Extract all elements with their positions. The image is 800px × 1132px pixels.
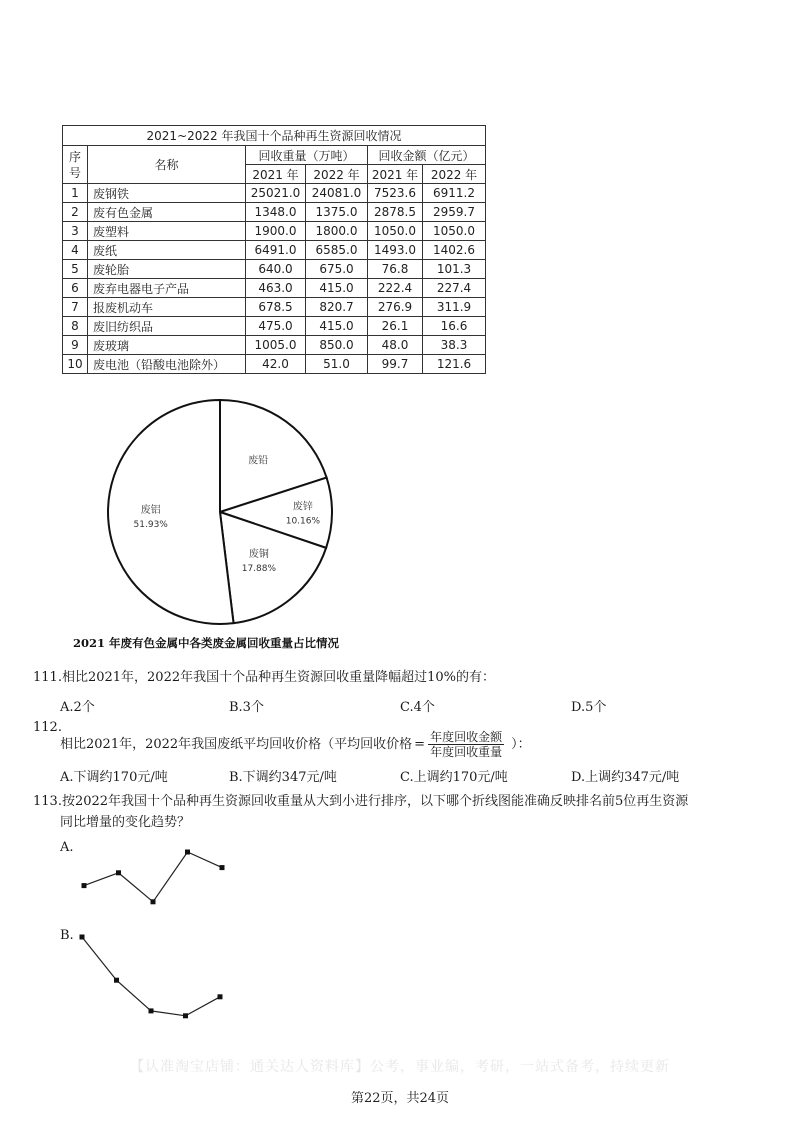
cell-w2021: 42.0 bbox=[246, 355, 306, 374]
q112-stem-after: ）： bbox=[511, 736, 531, 752]
cell-name: 废钢铁 bbox=[88, 184, 246, 203]
pie-slice-value: 10.16% bbox=[285, 516, 321, 527]
data-point bbox=[116, 870, 121, 875]
cell-w2022: 24081.0 bbox=[306, 184, 368, 203]
data-point bbox=[218, 994, 223, 999]
table-row bbox=[63, 203, 486, 222]
table-row bbox=[63, 241, 486, 260]
table-row bbox=[63, 355, 486, 374]
q111-option-d: D.5个 bbox=[571, 700, 607, 715]
q111-option-a: A.2个 bbox=[60, 700, 95, 715]
cell-no: 9 bbox=[63, 336, 88, 355]
data-point bbox=[80, 935, 85, 940]
table-row bbox=[63, 279, 486, 298]
table-title: 2021~2022 年我国十个品种再生资源回收情况 bbox=[63, 126, 486, 146]
price-fraction bbox=[428, 730, 504, 759]
header-amount: 回收金额（亿元） bbox=[368, 146, 486, 165]
cell-a2021: 2878.5 bbox=[368, 203, 423, 222]
cell-no: 6 bbox=[63, 279, 88, 298]
header-amount-2021: 2021 年 bbox=[368, 165, 423, 184]
page-number: 第22页，共24页 bbox=[350, 1091, 450, 1106]
q112-option-b: B.下调约347元/吨 bbox=[229, 770, 337, 785]
cell-name: 废旧纺织品 bbox=[88, 317, 246, 336]
cell-w2022: 850.0 bbox=[306, 336, 368, 355]
q112-stem-before: 相比2021年，2022年我国废纸平均回收价格（平均回收价格 bbox=[60, 736, 413, 752]
pie-slice-value: 51.93% bbox=[133, 520, 168, 531]
cell-w2021: 6491.0 bbox=[246, 241, 306, 260]
pie-slice-label: 废锌 bbox=[292, 501, 313, 513]
fraction-numerator: 年度回收金额 bbox=[430, 730, 503, 744]
table-row bbox=[63, 260, 486, 279]
cell-w2021: 1005.0 bbox=[246, 336, 306, 355]
cell-w2022: 1375.0 bbox=[306, 203, 368, 222]
cell-name: 废电池（铅酸电池除外） bbox=[88, 355, 246, 374]
cell-a2022: 227.4 bbox=[423, 279, 486, 298]
pie-slice-value: 17.88% bbox=[241, 563, 277, 574]
header-weight-2022: 2022 年 bbox=[306, 165, 368, 184]
q111-option-c: C.4个 bbox=[400, 700, 435, 715]
q112-option-d: D.上调约347元/吨 bbox=[571, 770, 680, 785]
watermark: 【认准淘宝店铺：通关达人资料库】公考，事业编，考研，一站式备考，持续更新 bbox=[130, 1059, 670, 1075]
cell-w2022: 1800.0 bbox=[306, 222, 368, 241]
table-row bbox=[63, 222, 486, 241]
recycling-table bbox=[62, 125, 486, 374]
cell-no: 5 bbox=[63, 260, 88, 279]
cell-no: 2 bbox=[63, 203, 88, 222]
cell-w2021: 475.0 bbox=[246, 317, 306, 336]
question-112-stem bbox=[60, 730, 531, 759]
cell-name: 废塑料 bbox=[88, 222, 246, 241]
data-point bbox=[183, 1013, 188, 1018]
cell-a2021: 48.0 bbox=[368, 336, 423, 355]
cell-a2021: 276.9 bbox=[368, 298, 423, 317]
q113-option-a-label: A. bbox=[60, 840, 74, 855]
cell-name: 报废机动车 bbox=[88, 298, 246, 317]
cell-a2021: 76.8 bbox=[368, 260, 423, 279]
cell-w2022: 820.7 bbox=[306, 298, 368, 317]
data-point bbox=[149, 1008, 154, 1013]
q113-option-b-label: B. bbox=[60, 928, 74, 943]
cell-a2022: 2959.7 bbox=[423, 203, 486, 222]
table-row bbox=[63, 317, 486, 336]
data-point bbox=[82, 883, 87, 888]
cell-a2021: 7523.6 bbox=[368, 184, 423, 203]
data-point bbox=[114, 978, 119, 983]
cell-w2022: 675.0 bbox=[306, 260, 368, 279]
pie-chart bbox=[100, 398, 340, 628]
q111-option-b: B.3个 bbox=[229, 700, 264, 715]
data-point bbox=[185, 850, 190, 855]
pie-slice bbox=[108, 400, 234, 624]
question-111-stem: 111.相比2021年，2022年我国十个品种再生资源回收重量降幅超过10%的有： bbox=[33, 670, 496, 685]
pie-slice-label: 废铜 bbox=[248, 548, 269, 560]
cell-a2022: 16.6 bbox=[423, 317, 486, 336]
cell-w2022: 6585.0 bbox=[306, 241, 368, 260]
cell-no: 8 bbox=[63, 317, 88, 336]
cell-a2022: 101.3 bbox=[423, 260, 486, 279]
cell-a2021: 99.7 bbox=[368, 355, 423, 374]
cell-a2021: 1493.0 bbox=[368, 241, 423, 260]
cell-no: 4 bbox=[63, 241, 88, 260]
cell-no: 7 bbox=[63, 298, 88, 317]
q112-equals: = bbox=[414, 736, 426, 752]
series-line bbox=[82, 937, 220, 1016]
cell-a2021: 1050.0 bbox=[368, 222, 423, 241]
cell-a2021: 222.4 bbox=[368, 279, 423, 298]
data-point bbox=[220, 865, 225, 870]
table-row bbox=[63, 298, 486, 317]
line-chart-b bbox=[75, 929, 235, 1024]
cell-a2022: 38.3 bbox=[423, 336, 486, 355]
cell-w2021: 1900.0 bbox=[246, 222, 306, 241]
cell-a2022: 311.9 bbox=[423, 298, 486, 317]
cell-a2022: 1402.6 bbox=[423, 241, 486, 260]
cell-w2021: 640.0 bbox=[246, 260, 306, 279]
header-weight-2021: 2021 年 bbox=[246, 165, 306, 184]
cell-name: 废轮胎 bbox=[88, 260, 246, 279]
pie-slice-label: 废铅 bbox=[248, 455, 269, 467]
cell-name: 废纸 bbox=[88, 241, 246, 260]
cell-w2021: 25021.0 bbox=[246, 184, 306, 203]
cell-name: 废玻璃 bbox=[88, 336, 246, 355]
table-row bbox=[63, 184, 486, 203]
q112-option-c: C.上调约170元/吨 bbox=[400, 770, 508, 785]
header-weight: 回收重量（万吨） bbox=[246, 146, 368, 165]
cell-w2022: 51.0 bbox=[306, 355, 368, 374]
cell-w2022: 415.0 bbox=[306, 279, 368, 298]
cell-a2022: 6911.2 bbox=[423, 184, 486, 203]
cell-a2022: 1050.0 bbox=[423, 222, 486, 241]
question-113-line2: 同比增量的变化趋势？ bbox=[60, 815, 191, 830]
cell-no: 1 bbox=[63, 184, 88, 203]
cell-name: 废有色金属 bbox=[88, 203, 246, 222]
question-112-number: 112. bbox=[33, 720, 62, 735]
pie-slice-label: 废铝 bbox=[140, 505, 161, 517]
fraction-denominator: 年度回收重量 bbox=[430, 745, 503, 759]
cell-w2021: 1348.0 bbox=[246, 203, 306, 222]
cell-a2021: 26.1 bbox=[368, 317, 423, 336]
header-name: 名称 bbox=[88, 146, 246, 184]
cell-no: 3 bbox=[63, 222, 88, 241]
data-point bbox=[151, 899, 156, 904]
q112-option-a: A.下调约170元/吨 bbox=[60, 770, 168, 785]
header-amount-2022: 2022 年 bbox=[423, 165, 486, 184]
cell-w2021: 463.0 bbox=[246, 279, 306, 298]
cell-a2022: 121.6 bbox=[423, 355, 486, 374]
cell-w2022: 415.0 bbox=[306, 317, 368, 336]
pie-caption: 2021 年废有色金属中各类废金属回收重量占比情况 bbox=[73, 636, 340, 650]
line-chart-a bbox=[75, 838, 235, 913]
table-row bbox=[63, 336, 486, 355]
series-line bbox=[84, 852, 222, 902]
question-113-line1: 113.按2022年我国十个品种再生资源回收重量从大到小进行排序，以下哪个折线图能准确反映排名前5位再生资源 bbox=[33, 794, 689, 809]
header-index: 序号 bbox=[63, 146, 88, 184]
cell-no: 10 bbox=[63, 355, 88, 374]
cell-w2021: 678.5 bbox=[246, 298, 306, 317]
cell-name: 废弃电器电子产品 bbox=[88, 279, 246, 298]
